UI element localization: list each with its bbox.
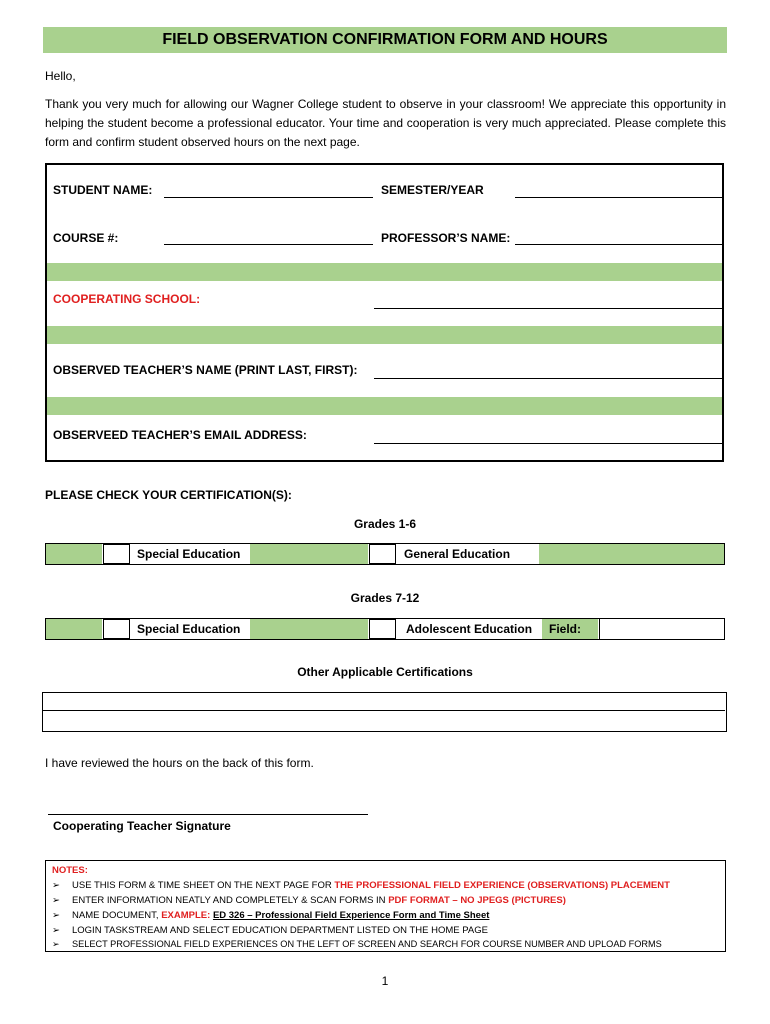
cooperating-school-label: COOPERATING SCHOOL: bbox=[53, 292, 201, 306]
grades-1-6-heading: Grades 1-6 bbox=[353, 517, 417, 531]
intro-paragraph: Thank you very much for allowing our Wagner College student to observe in your classroom! We appreciate this opportunity in helping the student become a professional educator. Your time and cooperation is very much appreciated. Please complete this form and confirm student observed hours on the next page. bbox=[45, 97, 726, 149]
grades-1-6-general-ed-checkbox[interactable] bbox=[369, 544, 396, 564]
other-certifications-box bbox=[42, 692, 727, 732]
semester-year-field[interactable] bbox=[515, 197, 723, 198]
other-certifications-heading: Other Applicable Certifications bbox=[297, 665, 473, 679]
grades-1-6-row bbox=[45, 543, 725, 565]
arrow-bullet-icon: ➢ bbox=[52, 910, 60, 921]
note-item: ➢ LOGIN TASKSTREAM AND SELECT EDUCATION DEPARTMENT LISTED ON THE HOME PAGE bbox=[52, 925, 488, 936]
green-band bbox=[47, 326, 722, 344]
observed-teacher-email-label: OBSERVEED TEACHER’S EMAIL ADDRESS: bbox=[53, 428, 307, 442]
review-statement: I have reviewed the hours on the back of this form. bbox=[45, 756, 314, 770]
grades-7-12-adolescent-ed-checkbox[interactable] bbox=[369, 619, 396, 639]
greeting: Hello, bbox=[45, 69, 76, 83]
arrow-bullet-icon: ➢ bbox=[52, 925, 60, 936]
grades-7-12-special-ed-checkbox[interactable] bbox=[103, 619, 130, 639]
signature-label: Cooperating Teacher Signature bbox=[53, 819, 231, 833]
notes-box bbox=[45, 860, 726, 952]
student-name-label: STUDENT NAME: bbox=[53, 183, 153, 197]
professor-name-field[interactable] bbox=[515, 244, 723, 245]
page-number: 1 bbox=[381, 974, 389, 988]
observed-teacher-email-field[interactable] bbox=[374, 443, 723, 444]
arrow-bullet-icon: ➢ bbox=[52, 880, 60, 891]
note-item: ➢ SELECT PROFESSIONAL FIELD EXPERIENCES ON THE LEFT OF SCREEN AND SEARCH FOR COURSE NUMBER AND UPLOAD FORMS bbox=[52, 937, 662, 952]
semester-year-label: SEMESTER/YEAR bbox=[381, 183, 484, 197]
notes-heading: NOTES: bbox=[52, 865, 88, 876]
note-item: ➢ NAME DOCUMENT, EXAMPLE: ED 326 – Professional Field Experience Form and Time Sheet bbox=[52, 910, 490, 921]
grades-1-6-special-ed-label: Special Education bbox=[137, 547, 241, 561]
signature-line[interactable] bbox=[48, 814, 368, 815]
green-band bbox=[47, 397, 722, 415]
grades-7-12-special-ed-label: Special Education bbox=[137, 622, 241, 636]
student-info-box bbox=[45, 163, 724, 462]
other-certifications-row-1[interactable] bbox=[43, 693, 725, 711]
arrow-bullet-icon: ➢ bbox=[52, 895, 60, 906]
arrow-bullet-icon: ➢ bbox=[52, 939, 60, 949]
grades-7-12-row bbox=[45, 618, 725, 640]
course-label: COURSE #: bbox=[53, 231, 119, 245]
course-field[interactable] bbox=[164, 244, 373, 245]
certification-heading: PLEASE CHECK YOUR CERTIFICATION(S): bbox=[45, 488, 292, 502]
green-band bbox=[47, 263, 722, 281]
student-name-field[interactable] bbox=[164, 197, 373, 198]
note-item: ➢ ENTER INFORMATION NEATLY AND COMPLETELY & SCAN FORMS IN PDF FORMAT – NO JPEGS (PICTURES) bbox=[52, 895, 566, 906]
grades-7-12-adolescent-ed-label: Adolescent Education bbox=[406, 622, 533, 636]
other-certifications-row-2[interactable] bbox=[43, 711, 725, 730]
field-input[interactable] bbox=[599, 619, 725, 639]
field-label: Field: bbox=[549, 622, 581, 636]
cooperating-school-field[interactable] bbox=[374, 308, 723, 309]
grades-1-6-special-ed-checkbox[interactable] bbox=[103, 544, 130, 564]
note-item: ➢ USE THIS FORM & TIME SHEET ON THE NEXT PAGE FOR THE PROFESSIONAL FIELD EXPERIENCE (OBSERVATIONS) PLACEMENT bbox=[52, 880, 670, 891]
grades-1-6-general-ed-label: General Education bbox=[404, 547, 511, 561]
grades-7-12-heading: Grades 7-12 bbox=[350, 591, 420, 605]
observed-teacher-name-field[interactable] bbox=[374, 378, 723, 379]
page-title: FIELD OBSERVATION CONFIRMATION FORM AND HOURS bbox=[43, 27, 727, 53]
professor-name-label: PROFESSOR’S NAME: bbox=[381, 231, 511, 245]
observed-teacher-name-label: OBSERVED TEACHER’S NAME (PRINT LAST, FIRST): bbox=[53, 363, 358, 377]
